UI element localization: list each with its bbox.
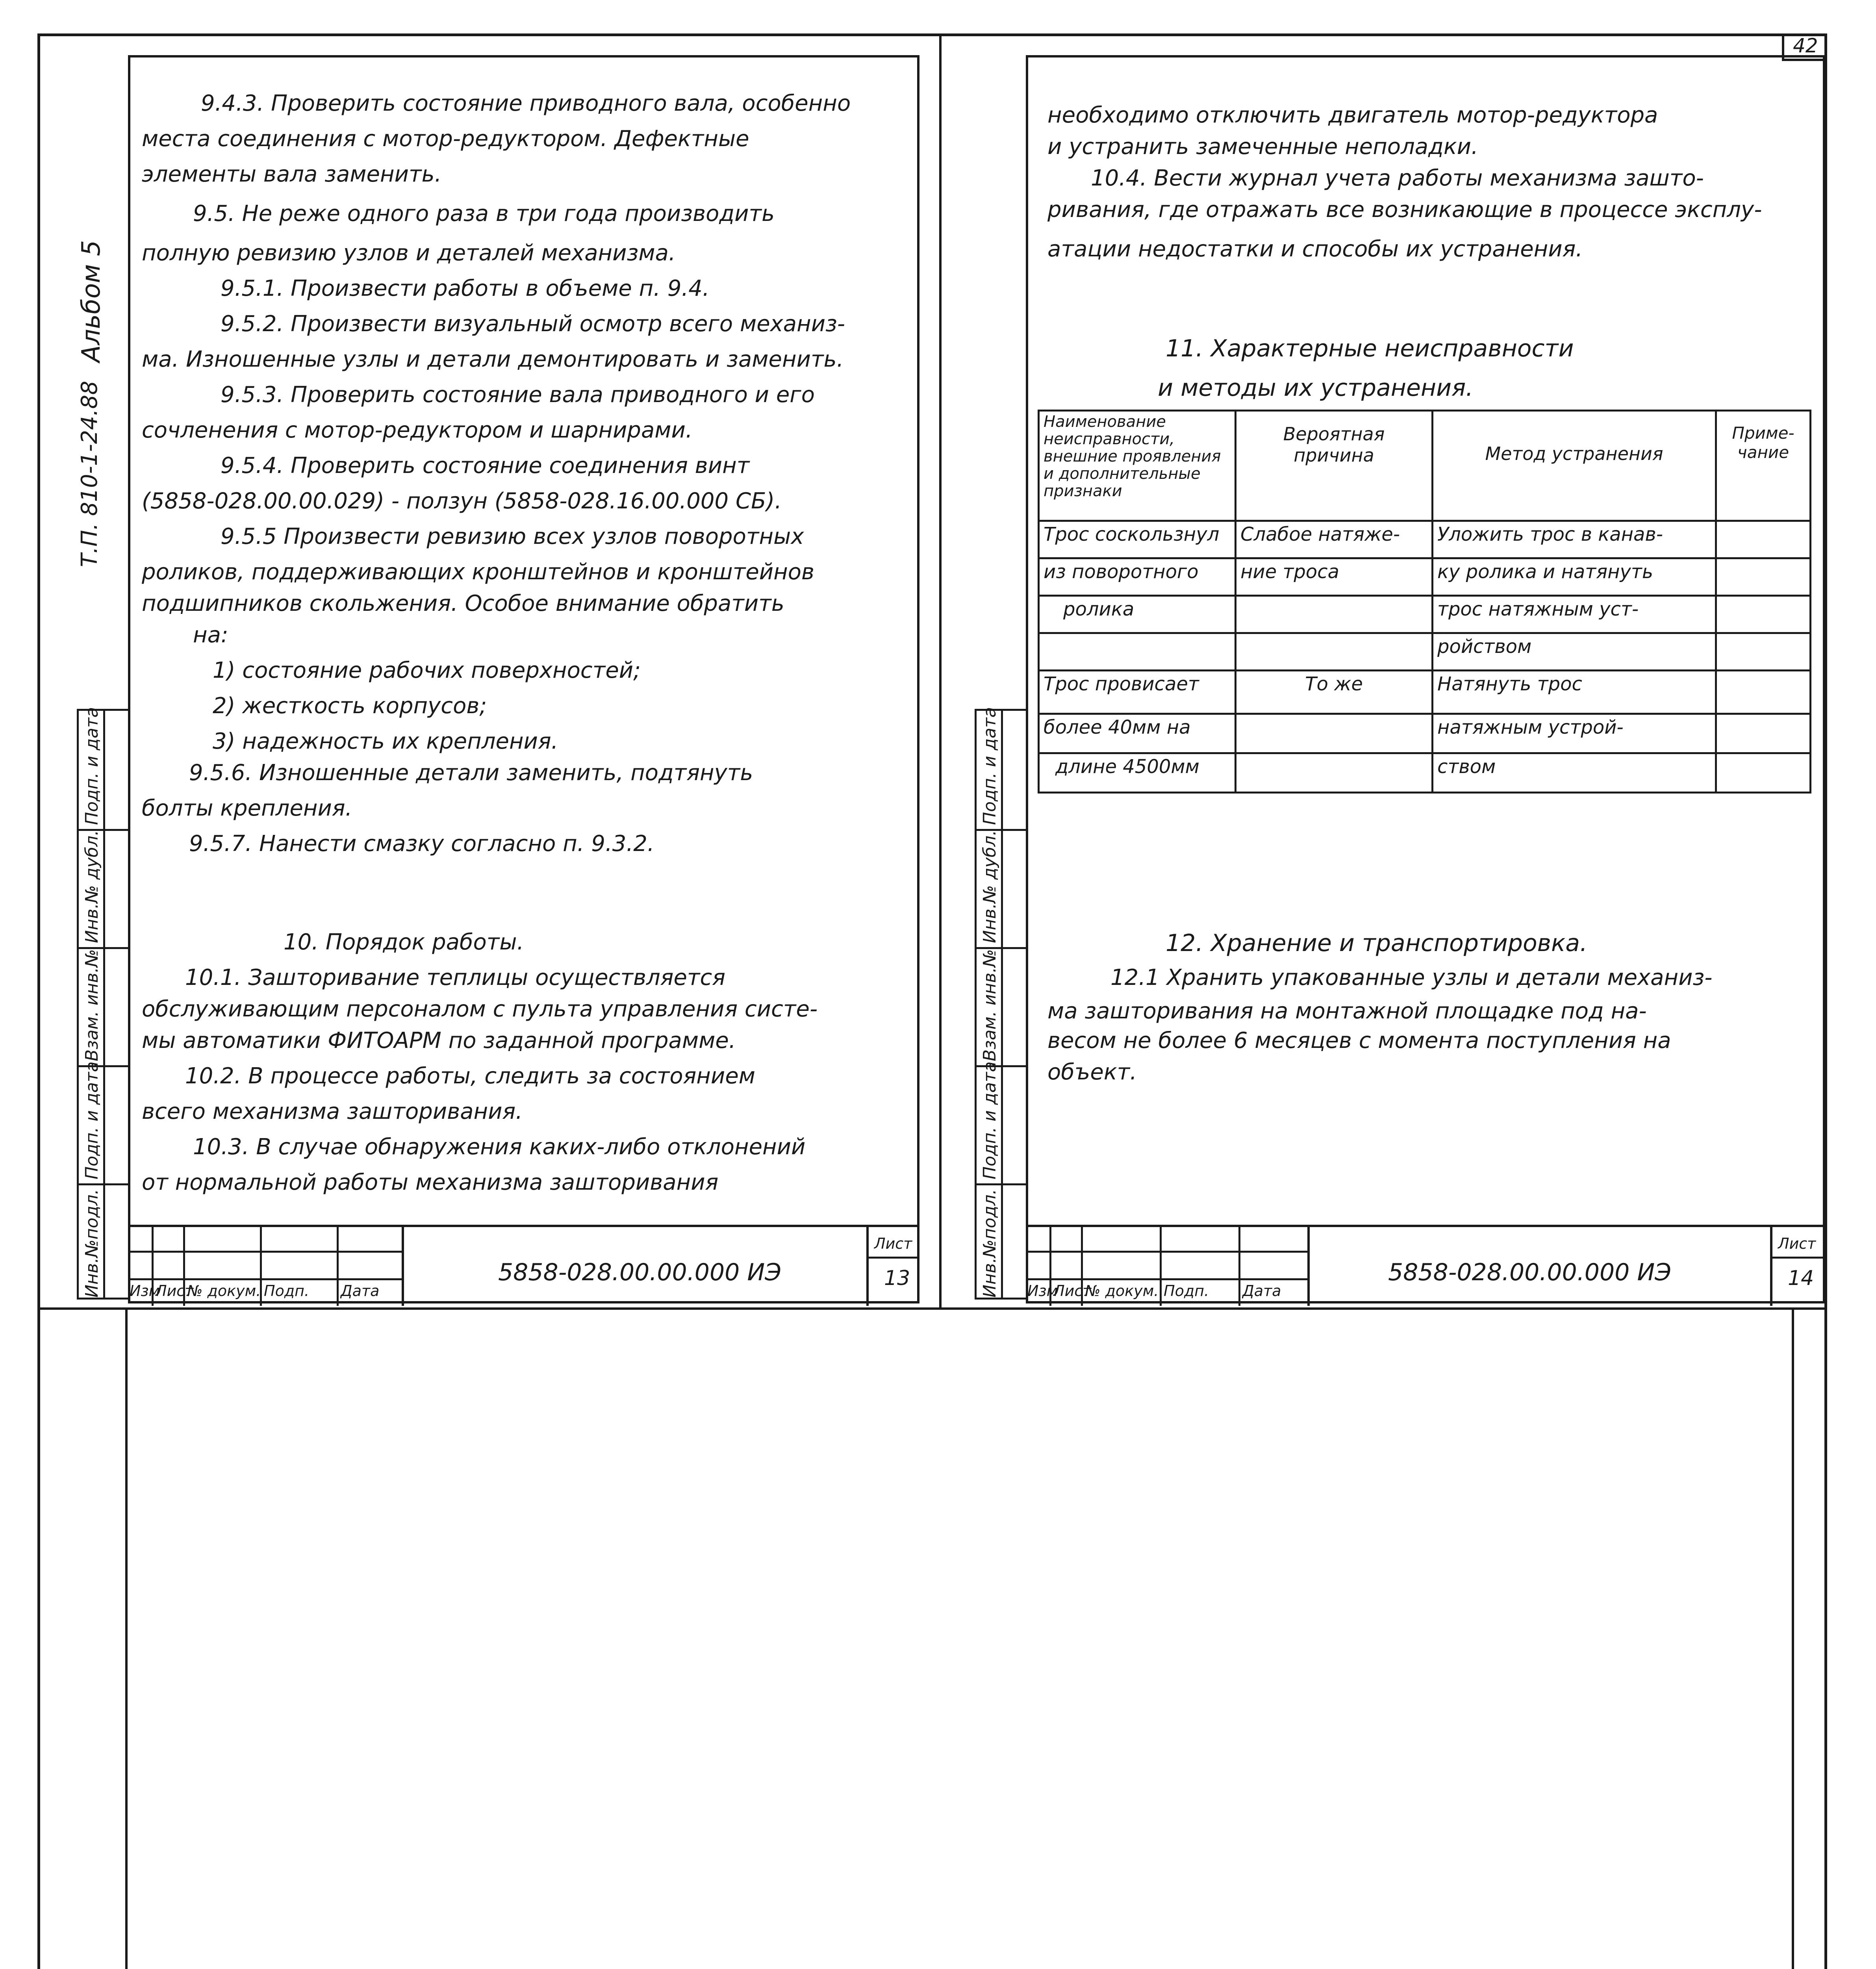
corner-sheet-number: 42 — [1793, 34, 1818, 57]
tb-col-doc: № докум. — [187, 1282, 261, 1300]
table-cell — [1716, 596, 1811, 633]
table-cell: ку ролика и натянуть — [1433, 558, 1716, 596]
table-header-cell: Приме-чание — [1716, 411, 1811, 521]
table-cell: натяжным устрой- — [1433, 714, 1716, 753]
tb-col-data: Дата — [341, 1282, 380, 1300]
table-row — [1039, 596, 1811, 633]
stamp-inv-dubl: Инв.№ дубл. — [980, 830, 1000, 943]
table-row — [1039, 521, 1811, 558]
stamp-podp-data-2: Подп. и дата — [82, 707, 102, 825]
paragraph-line: места соединения с мотор-редуктором. Дефектные — [142, 126, 749, 152]
paragraph-line: атации недостатки и способы их устранения. — [1047, 236, 1583, 262]
paragraph-line: ма. Изношенные узлы и детали демонтировать и заменить. — [142, 347, 844, 372]
paragraph-line: элементы вала заменить. — [142, 161, 442, 187]
tb-col-podp: Подп. — [1164, 1282, 1209, 1300]
table-cell — [1716, 714, 1811, 753]
table-cell: ролика — [1039, 596, 1236, 633]
left-sheet-label: Лист — [874, 1235, 912, 1252]
right-inner-rule — [1792, 1307, 1794, 1969]
table-cell: Трос соскользнул — [1039, 521, 1236, 558]
table-header-row — [1039, 411, 1811, 521]
paragraph-line: 1) состояние рабочих поверхностей; — [213, 658, 641, 683]
table-cell — [1716, 558, 1811, 596]
table-header-cell: Наименование неисправности, внешние проявления и дополнительные признаки — [1039, 411, 1236, 521]
table-cell — [1716, 521, 1811, 558]
tb-col-data: Дата — [1242, 1282, 1281, 1300]
table-cell — [1236, 596, 1433, 633]
table-row — [1039, 633, 1811, 671]
table-cell: длине 4500мм — [1039, 753, 1236, 793]
paragraph-line: всего механизма зашторивания. — [142, 1099, 523, 1124]
table-cell — [1716, 633, 1811, 671]
paragraph-line: 10.3. В случае обнаружения каких-либо отклонений — [193, 1134, 806, 1160]
paragraph-line: мы автоматики ФИТОАРМ по заданной программе. — [142, 1028, 736, 1053]
paragraph-line: 9.5.2. Произвести визуальный осмотр всего механиз- — [221, 311, 845, 337]
paragraph-line: 9.5.4. Проверить состояние соединения винт — [221, 453, 750, 478]
section-10-heading: 10. Порядок работы. — [284, 929, 524, 955]
table-row — [1039, 558, 1811, 596]
section-12-title: 12. Хранение и транспортировка. — [1166, 929, 1588, 957]
left-stamp-column — [77, 709, 130, 1300]
table-row — [1039, 714, 1811, 753]
paragraph-line: 9.5.6. Изношенные детали заменить, подтянуть — [189, 760, 753, 786]
inner-left-rule — [125, 1307, 128, 1969]
paragraph-line: от нормальной работы механизма зашторивания — [142, 1170, 719, 1195]
right-doc-code: 5858-028.00.00.000 ИЭ — [1388, 1259, 1672, 1286]
tb-col-list: Лист — [156, 1282, 194, 1300]
table-cell — [1236, 753, 1433, 793]
paragraph-line: полную ревизию узлов и деталей механизма. — [142, 240, 676, 266]
paragraph-line: 12.1 Хранить упакованные узлы и детали механиз- — [1110, 965, 1713, 990]
paragraph-line: роликов, поддерживающих кронштейнов и кронштейнов — [142, 559, 815, 585]
left-title-block — [128, 1225, 919, 1303]
upper-lower-divider — [37, 1307, 1827, 1310]
paragraph-line: (5858-028.00.00.029) - ползун (5858-028.16.00.000 СБ). — [142, 488, 782, 514]
table-cell: ством — [1433, 753, 1716, 793]
table-cell: трос натяжным уст- — [1433, 596, 1716, 633]
paragraph-line: 9.4.3. Проверить состояние приводного вала, особенно — [201, 91, 851, 116]
paragraph-line: ма зашторивания на монтажной площадке под на- — [1047, 998, 1647, 1024]
center-divider — [939, 33, 942, 1309]
left-page-text — [142, 91, 914, 1193]
paragraph-line: 2) жесткость корпусов; — [213, 693, 487, 719]
table-cell — [1716, 671, 1811, 714]
paragraph-line: 9.5.3. Проверить состояние вала приводного и его — [221, 382, 815, 408]
paragraph-line: 10.1. Зашторивание теплицы осуществляется — [185, 965, 725, 990]
paragraph-line: 9.5.5 Произвести ревизию всех узлов поворотных — [221, 524, 804, 549]
paragraph-line: и устранить замеченные неполадки. — [1047, 134, 1478, 159]
table-cell — [1716, 753, 1811, 793]
section-11-title-2: и методы их устранения. — [1158, 374, 1474, 402]
tb-col-doc: № докум. — [1085, 1282, 1159, 1300]
table-cell — [1039, 633, 1236, 671]
stamp-vzam-inv: Взам. инв.№ — [980, 949, 1000, 1061]
stamp-podp-data-1: Подп. и дата — [82, 1061, 102, 1179]
right-title-block — [1026, 1225, 1825, 1303]
table-header-cell: Вероятная причина — [1236, 411, 1433, 521]
table-cell: ние троса — [1236, 558, 1433, 596]
album-label: Альбом 5 — [77, 240, 106, 362]
troubleshooting-table — [1038, 410, 1811, 794]
table-cell: Натянуть трос — [1433, 671, 1716, 714]
table-row — [1039, 671, 1811, 714]
stamp-podp-data-1: Подп. и дата — [980, 1061, 1000, 1179]
paragraph-line: ривания, где отражать все возникающие в процессе эксплу- — [1047, 197, 1762, 222]
table-header-cell: Метод устранения — [1433, 411, 1716, 521]
table-cell — [1236, 633, 1433, 671]
tb-col-izm: Изм — [130, 1282, 160, 1300]
paragraph-line: 9.5.7. Нанести смазку согласно п. 9.3.2. — [189, 831, 654, 857]
tb-col-podp: Подп. — [264, 1282, 310, 1300]
paragraph-line: объект. — [1047, 1059, 1137, 1085]
left-doc-code: 5858-028.00.00.000 ИЭ — [498, 1259, 782, 1286]
paragraph-line: болты крепления. — [142, 795, 352, 821]
left-sheet-number: 13 — [884, 1266, 910, 1290]
tb-col-izm: Изм — [1027, 1282, 1058, 1300]
tb-col-list: Лист — [1053, 1282, 1092, 1300]
series-label: Т.П. 810-1-24.88 — [77, 381, 102, 567]
right-sheet-number: 14 — [1788, 1266, 1814, 1290]
table-cell: из поворотного — [1039, 558, 1236, 596]
table-cell: более 40мм на — [1039, 714, 1236, 753]
stamp-podp-data-2: Подп. и дата — [980, 707, 1000, 825]
paragraph-line: 10.2. В процессе работы, следить за состоянием — [185, 1063, 756, 1089]
paragraph-line: на: — [193, 622, 228, 648]
paragraph-line: подшипников скольжения. Особое внимание обратить — [142, 591, 784, 616]
table-cell — [1236, 714, 1433, 753]
paragraph-line: необходимо отключить двигатель мотор-редуктора — [1047, 102, 1658, 128]
paragraph-line: 10.4. Вести журнал учета работы механизма зашто- — [1091, 165, 1704, 191]
table-cell: То же — [1236, 671, 1433, 714]
paragraph-line: весом не более 6 месяцев с момента поступления на — [1047, 1028, 1671, 1053]
table-row — [1039, 753, 1811, 793]
table-cell: Слабое натяже- — [1236, 521, 1433, 558]
paragraph-line: сочленения с мотор-редуктором и шарнирами. — [142, 417, 693, 443]
section-12 — [1047, 929, 1815, 1107]
table-cell: ройством — [1433, 633, 1716, 671]
section-11-title-1: 11. Характерные неисправности — [1166, 335, 1574, 362]
stamp-inv-podl: Инв.№подл. — [82, 1189, 102, 1298]
stamp-inv-podl: Инв.№подл. — [980, 1189, 1000, 1298]
paragraph-line: 9.5. Не реже одного раза в три года производить — [193, 201, 775, 226]
paragraph-line: 9.5.1. Произвести работы в объеме п. 9.4. — [221, 276, 710, 301]
right-stamp-column — [975, 709, 1028, 1300]
table-cell: Трос провисает — [1039, 671, 1236, 714]
table-cell: Уложить трос в канав- — [1433, 521, 1716, 558]
paragraph-line: 3) надежность их крепления. — [213, 729, 558, 754]
right-sheet-label: Лист — [1778, 1235, 1816, 1252]
paragraph-line: обслуживающим персоналом с пульта управления систе- — [142, 996, 818, 1022]
stamp-vzam-inv: Взам. инв.№ — [82, 949, 102, 1061]
stamp-inv-dubl: Инв.№ дубл. — [82, 830, 102, 943]
